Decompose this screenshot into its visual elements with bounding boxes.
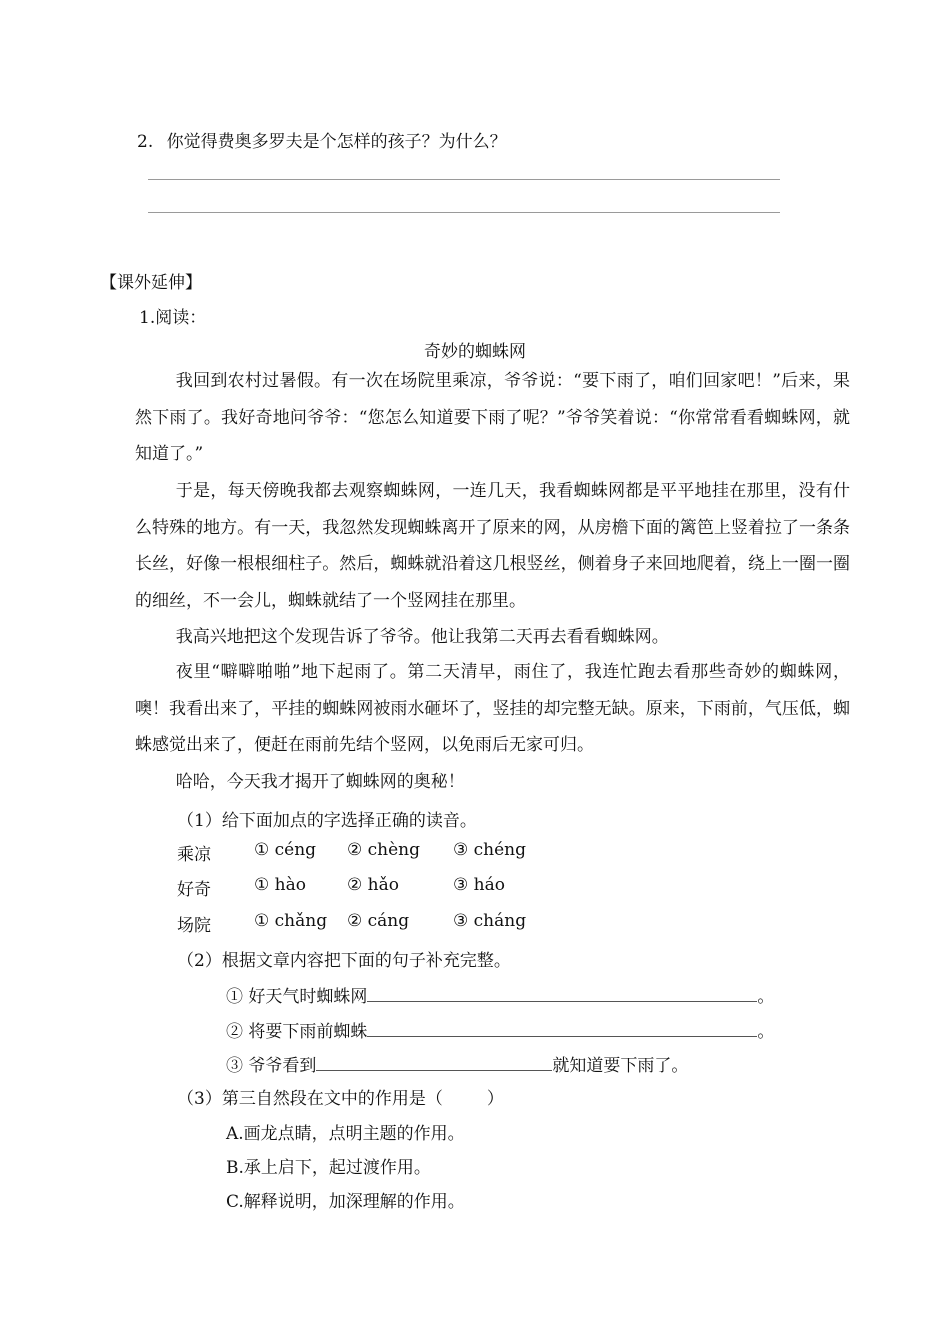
- pinyin-word: 乘凉: [177, 845, 211, 865]
- article-paragraph-4: 夜里“噼噼啪啪”地下起雨了。第二天清早，雨住了，我连忙跑去看那些奇妙的蜘蛛网，噢！我看出来了，平挂的蜘蛛网被雨水砸坏了，竖挂的却完整无缺。原来，下雨前，气压低，蜘蛛感觉出来了，便赶在雨前先结个竖网，以免雨后无家可归。: [135, 662, 850, 755]
- pinyin-option[interactable]: ② cáng: [347, 911, 410, 931]
- answer-line: [148, 212, 780, 213]
- q1-prompt: （1）给下面加点的字选择正确的读音。: [177, 811, 477, 831]
- article-paragraph-2: 于是，每天傍晚我都去观察蜘蛛网，一连几天，我看蜘蛛网都是平平地挂在那里，没有什么特殊的地方。有一天，我忽然发现蜘蛛离开了原来的网，从房檐下面的篱笆上竖着拉了一条条长丝，好像一根根细柱子。然后，蜘蛛就沿着这几根竖丝，侧着身子来回地爬着，绕上一圈一圈的细丝，不一会儿，蜘蛛就结了一个竖网挂在那里。: [135, 481, 850, 611]
- article-paragraph-3: 我高兴地把这个发现告诉了爷爷。他让我第二天再去看看蜘蛛网。: [175, 627, 669, 647]
- sentence-start: ② 将要下雨前蜘蛛: [226, 1022, 368, 1042]
- blank-line[interactable]: [316, 1052, 552, 1071]
- q3-option-a[interactable]: A.画龙点睛，点明主题的作用。: [226, 1124, 465, 1144]
- sentence-end: 就知道要下雨了。: [552, 1056, 689, 1076]
- q2-prompt: （2）根据文章内容把下面的句子补充完整。: [177, 951, 511, 971]
- pinyin-option[interactable]: ① chǎng: [254, 911, 328, 931]
- reading-label: 1.阅读：: [139, 308, 207, 328]
- pinyin-option[interactable]: ③ cháng: [453, 911, 527, 931]
- sentence-end: 。: [757, 987, 775, 1007]
- q3-option-c[interactable]: C.解释说明，加深理解的作用。: [226, 1192, 465, 1212]
- pinyin-option[interactable]: ① céng: [254, 840, 317, 860]
- fill-sentence-2: [226, 1017, 774, 1042]
- q3-option-b[interactable]: B.承上启下，起过渡作用。: [226, 1158, 431, 1178]
- pinyin-word: 场院: [177, 916, 211, 936]
- article-title: 奇妙的蜘蛛网: [424, 342, 526, 362]
- blank-line[interactable]: [367, 983, 757, 1002]
- question-text: 你觉得费奥多罗夫是个怎样的孩子？为什么？: [166, 132, 507, 152]
- section-title: 【课外延伸】: [100, 273, 202, 293]
- article-paragraph-1: 我回到农村过暑假。有一次在场院里乘凉，爷爷说：“要下雨了，咱们回家吧！”后来，果然下雨了。我好奇地问爷爷：“您怎么知道要下雨了呢？”爷爷笑着说：“你常常看看蜘蛛网，就知道了。”: [135, 371, 850, 464]
- fill-sentence-3: [226, 1051, 688, 1076]
- sentence-start: ① 好天气时蜘蛛网: [226, 987, 368, 1007]
- fill-sentence-1: [226, 982, 774, 1007]
- answer-line: [148, 179, 780, 180]
- pinyin-option[interactable]: ② hǎo: [347, 875, 399, 895]
- q3-prompt: （3）第三自然段在文中的作用是（ ）: [177, 1089, 504, 1109]
- article-paragraph-5: 哈哈，今天我才揭开了蜘蛛网的奥秘！: [175, 772, 465, 792]
- sentence-end: 。: [757, 1022, 775, 1042]
- question-2: [137, 127, 507, 152]
- sentence-start: ③ 爷爷看到: [226, 1056, 317, 1076]
- question-number: 2.: [137, 132, 154, 152]
- pinyin-option[interactable]: ③ háo: [453, 875, 505, 895]
- pinyin-option[interactable]: ② chèng: [347, 840, 421, 860]
- pinyin-option[interactable]: ③ chéng: [453, 840, 527, 860]
- pinyin-word: 好奇: [177, 880, 211, 900]
- pinyin-option[interactable]: ① hào: [254, 875, 306, 895]
- blank-line[interactable]: [367, 1018, 757, 1037]
